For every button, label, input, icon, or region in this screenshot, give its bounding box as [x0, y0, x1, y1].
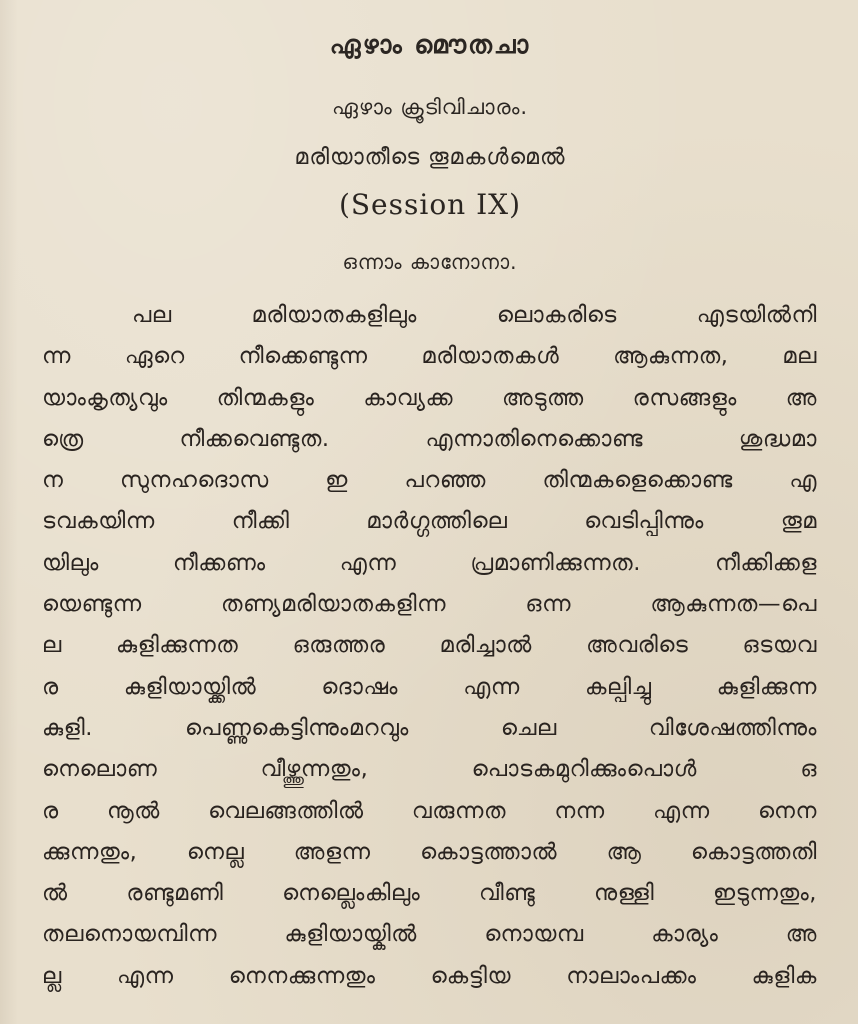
text-line: ന്ന ഏറെ നീക്കെണ്ടുന്ന മരിയാതകൾ ആകുന്നത, മല	[42, 343, 817, 370]
session-subject: മരിയാതീടെ തൂമകൾമെൽ	[294, 145, 566, 170]
canon-heading: ഒന്നാം കാനോനാ.	[342, 250, 518, 274]
text-line: ല കുളിക്കുന്നത ഒരുത്തര മരിച്ചാൽ അവരിടെ ഒടയവ	[42, 632, 817, 659]
text-line: യെണ്ടുന്ന തണ്യമരിയാതകളിന്ന ഒന്ന ആകുന്നത—പെ	[42, 591, 817, 618]
text-line: ത്രെ നീക്കവെണ്ടുത. എന്നാതിനെക്കൊണ്ട ശുദ്ധമാ	[42, 425, 817, 452]
text-line: കുളി. പെണ്ണുകെട്ടിന്നുംമറവും ചെല വിശേഷത്തിന്നും	[42, 714, 817, 741]
text-line: ര കുളിയായ്ക്കിൽ ദൊഷം എന്ന കല്പിച്ചു കുളിക്കുന്ന	[42, 673, 817, 700]
text-line: ൽ രണ്ടുമണി നെല്ലെംകിലും വീണ്ടു നുള്ളി ഇടുന്നതും,	[42, 880, 817, 907]
text-line: തലനൊയമ്പിന്ന കുളിയായ്കിൽ നൊയമ്പ കാര്യം അ	[42, 921, 817, 948]
text-line: ടവകയിന്ന നീക്കി മാർഗ്ഗത്തിലെ വെടിപ്പിന്നും തൂമ	[42, 508, 817, 535]
text-line: യാംകൃത്യവും തിന്മകളും കാവ്യക്ക അടുത്ത രസങ്ങളും അ	[42, 384, 817, 411]
part-title: ഏഴാം മൌതചാ	[329, 30, 531, 59]
session-number: (Session IX)	[338, 188, 522, 221]
canon-body-text	[42, 295, 817, 997]
text-line: നെലൊണ വീഴ്ത്തുന്നതും, പൊടകമുറിക്കുംപൊൾ ഒ	[42, 756, 817, 783]
text-line: ല്ല എന്ന നെനക്കുന്നതും കെട്ടിയ നാലാംപക്കം കുളിക	[42, 962, 817, 989]
text-line: ക്കുന്നതും, നെല്ല അളന്ന കൊട്ടത്താൽ ആ കൊട്ടത്തതി	[42, 838, 817, 865]
text-line: യിലും നീക്കണം എന്ന പ്രമാണിക്കുന്നത. നീക്കിക്കള	[42, 549, 817, 576]
text-line: ന സുനഹദൊസ ഇ പറഞ്ഞ തിന്മകളെക്കൊണ്ട എ	[42, 467, 817, 494]
session-title: ഏഴാം ക്രൂടിവിചാരം.	[331, 95, 529, 119]
text-line: പല മരിയാതകളിലും ലൊകരിടെ എടയിൽനി	[132, 302, 817, 328]
text-line: ര നൂൽ വെലങ്ങത്തിൽ വരുന്നത നന്ന എന്ന നെന	[42, 797, 817, 824]
